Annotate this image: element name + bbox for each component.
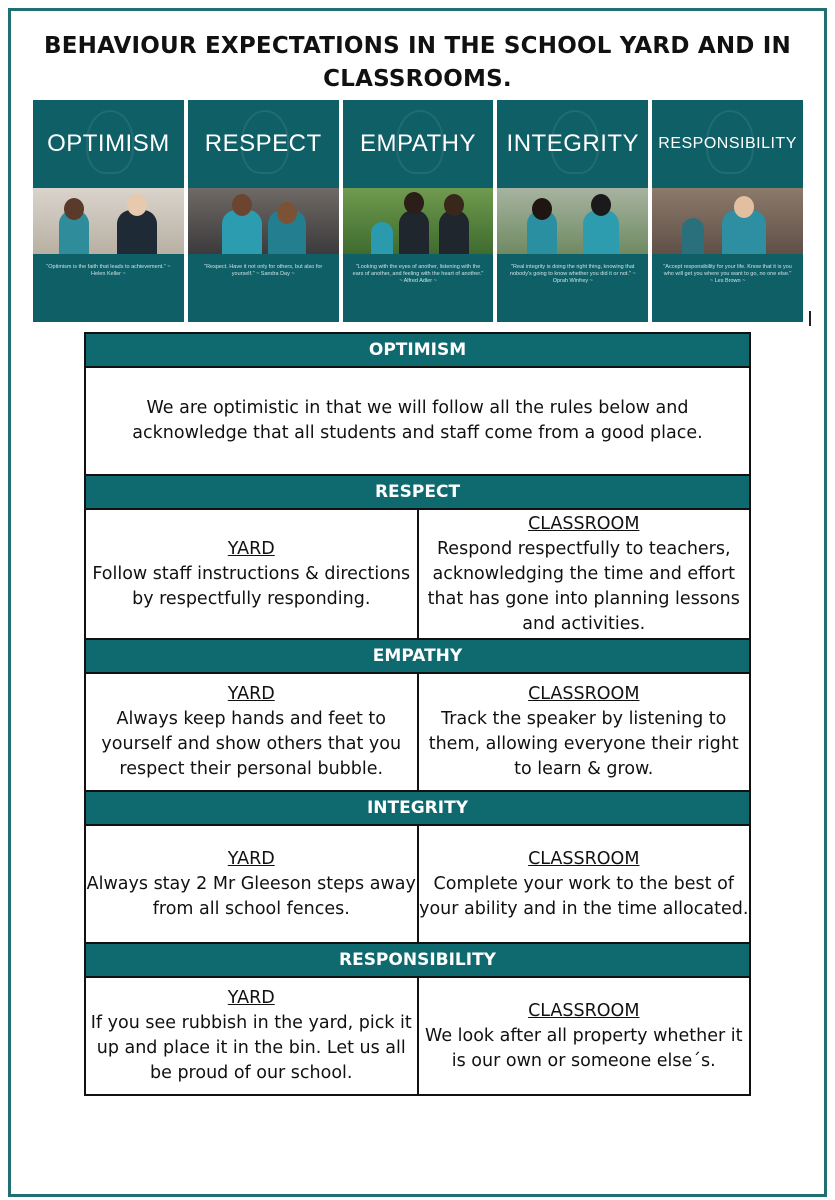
banner-word: INTEGRITY [506, 130, 640, 157]
responsibility-yard-cell [85, 977, 418, 1095]
banner-word: OPTIMISM [47, 130, 170, 157]
banner-photo [497, 188, 648, 254]
responsibility-classroom-text: We look after all property whether it is our own or someone else´s. [425, 1025, 743, 1071]
banner-empathy [343, 100, 494, 322]
heading-empathy: EMPATHY [85, 639, 750, 673]
banner-photo [188, 188, 339, 254]
banner-quote: "Looking with the eyes of another, listening with the ears of another, and feeling with the heart of another." ~ Alfred Adler ~ [352, 264, 484, 284]
banner-responsibility [652, 100, 803, 322]
heading-responsibility: RESPONSIBILITY [85, 943, 750, 977]
banner-word: RESPECT [204, 130, 322, 157]
empathy-yard-text: Always keep hands and feet to yourself and show others that you respect their personal bubble. [101, 709, 402, 779]
integrity-classroom-text: Complete your work to the best of your ability and in the time allocated. [419, 873, 749, 919]
banner-integrity [497, 100, 648, 322]
banner-photo [343, 188, 494, 254]
values-banner-strip [33, 100, 803, 322]
respect-yard-cell [85, 509, 418, 639]
banner-optimism [33, 100, 184, 322]
yard-label: YARD [227, 538, 275, 559]
banner-word: EMPATHY [360, 130, 476, 157]
banner-respect [188, 100, 339, 322]
empathy-yard-cell [85, 673, 418, 791]
empathy-classroom-text: Track the speaker by listening to them, allowing everyone their right to learn & grow. [428, 709, 739, 779]
classroom-label: CLASSROOM [528, 1000, 640, 1021]
banner-word: RESPONSIBILITY [658, 135, 797, 152]
banner-quote: "Accept responsibility for your life. Know that it is you who will get you where you want to go, no one else." ~ Les Brown ~ [663, 264, 792, 284]
banner-quote: "Respect. Have it not only for others, but also for yourself." ~ Sandra Day ~ [204, 264, 323, 277]
responsibility-classroom-cell [418, 977, 751, 1095]
page-title: BEHAVIOUR EXPECTATIONS IN THE SCHOOL YARD AND IN CLASSROOMS. [43, 33, 791, 92]
heading-optimism: OPTIMISM [85, 333, 750, 367]
classroom-label: CLASSROOM [528, 848, 640, 869]
banner-photo [652, 188, 803, 254]
heading-integrity: INTEGRITY [85, 791, 750, 825]
optimism-text: We are optimistic in that we will follow all the rules below and acknowledge that all students and staff come from a good place. [85, 367, 750, 475]
banner-quote: "Real integrity is doing the right thing, knowing that nobody's going to know whether you did it or not." ~ Oprah Winfrey ~ [509, 264, 636, 284]
expectations-table [84, 332, 751, 1096]
yard-label: YARD [227, 684, 275, 704]
responsibility-yard-text: If you see rubbish in the yard, pick it up and place it in the bin. Let us all be proud of our school. [90, 1013, 412, 1083]
respect-classroom-text: Respond respectfully to teachers, acknowledging the time and effort that has gone into planning lessons and activities. [427, 538, 740, 634]
classroom-label: CLASSROOM [528, 513, 640, 534]
banner-photo [33, 188, 184, 254]
integrity-classroom-cell [418, 825, 751, 943]
classroom-label: CLASSROOM [528, 684, 640, 704]
respect-yard-text: Follow staff instructions & directions by respectfully responding. [92, 563, 411, 609]
integrity-yard-text: Always stay 2 Mr Gleeson steps away from all school fences. [86, 873, 416, 919]
heading-respect: RESPECT [85, 475, 750, 509]
integrity-yard-cell [85, 825, 418, 943]
empathy-classroom-cell [418, 673, 751, 791]
text-cursor [809, 311, 811, 326]
yard-label: YARD [227, 848, 275, 869]
respect-classroom-cell [418, 509, 751, 639]
banner-quote: "Optimism is the faith that leads to achievement." ~ Helen Keller ~ [46, 264, 171, 277]
yard-label: YARD [227, 988, 275, 1008]
